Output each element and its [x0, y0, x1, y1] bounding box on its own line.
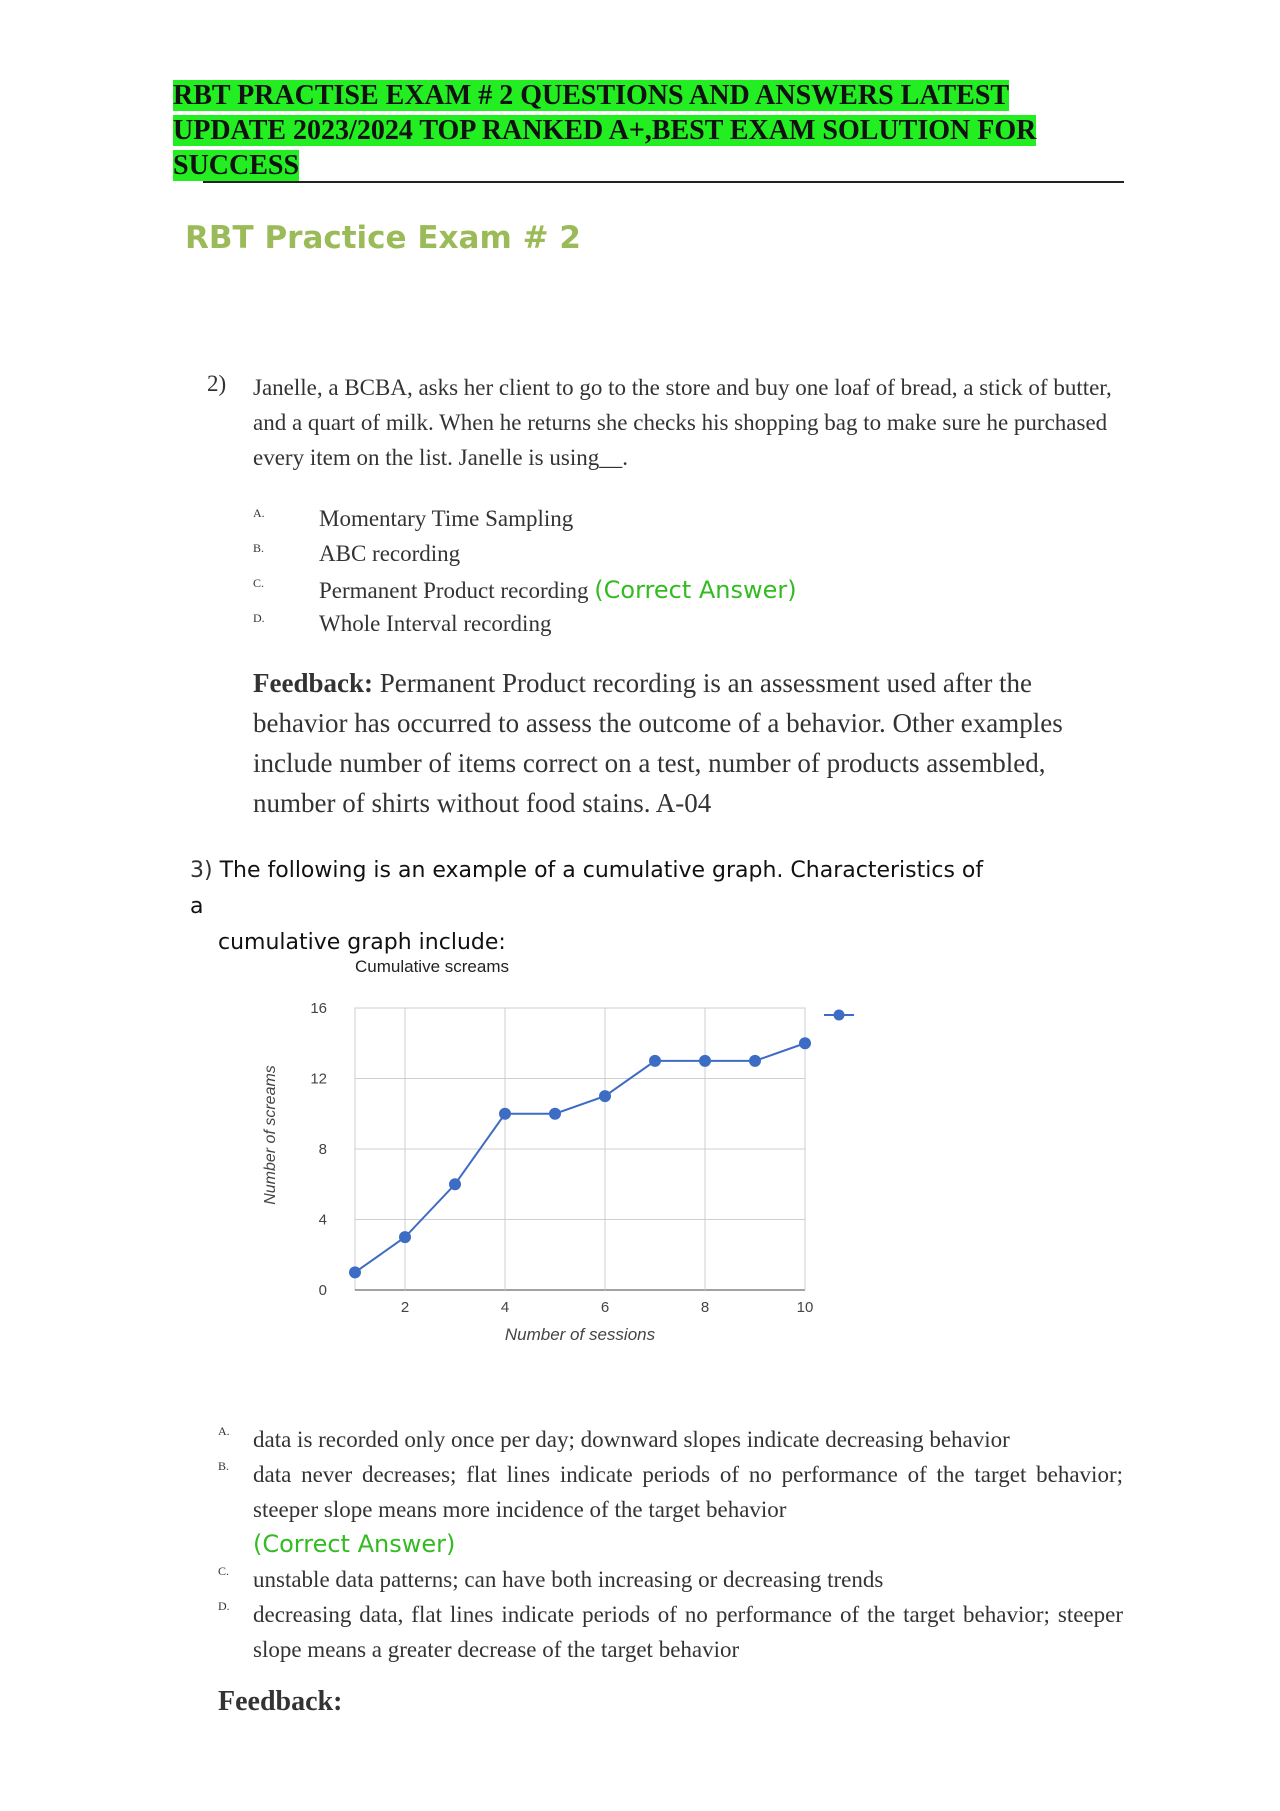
- option-letter: B.: [253, 541, 265, 555]
- option-text: Momentary Time Sampling: [319, 506, 574, 531]
- section-title: RBT Practice Exam # 2: [185, 220, 581, 256]
- chart-grid: [355, 1008, 805, 1290]
- option-letter: A.: [218, 1424, 230, 1438]
- chart-title: Cumulative screams: [355, 957, 509, 976]
- data-point: [549, 1108, 561, 1120]
- question-3-option-c: [218, 1562, 1123, 1597]
- data-point: [499, 1108, 511, 1120]
- x-tick-label: 2: [400, 1299, 410, 1316]
- chart-svg: [250, 950, 890, 1360]
- cumulative-graph: [250, 950, 890, 1360]
- y-tick-label: 0: [318, 1282, 327, 1299]
- data-point: [449, 1178, 461, 1190]
- x-axis-label: Number of sessions: [504, 1325, 656, 1344]
- legend-marker: [834, 1010, 845, 1021]
- data-point: [699, 1055, 711, 1067]
- data-point: [799, 1037, 811, 1049]
- question-3-option-a: [218, 1422, 1123, 1457]
- question-3-option-d: [218, 1597, 1123, 1667]
- data-point: [599, 1090, 611, 1102]
- series-points: [349, 1037, 811, 1278]
- data-point: [749, 1055, 761, 1067]
- option-text-line: [319, 576, 797, 604]
- y-tick-label: 4: [318, 1211, 327, 1229]
- option-letter: C.: [218, 1564, 230, 1578]
- option-letter: D.: [253, 611, 265, 625]
- x-tick-label: 4: [500, 1299, 510, 1316]
- x-tick-label: 8: [700, 1299, 710, 1316]
- x-tick-label: 10: [796, 1299, 814, 1316]
- option-text: decreasing data, flat lines indicate periods of no performance of the target behavior; steeper slope means a greater decrease of the target behavior: [253, 1602, 1123, 1662]
- y-tick-label: 16: [310, 1000, 327, 1017]
- header-divider: [203, 181, 1124, 183]
- question-3-line-2: cumulative graph include:: [218, 930, 506, 955]
- option-letter: D.: [218, 1599, 230, 1613]
- question-2-number: 2): [207, 371, 227, 396]
- data-point: [349, 1266, 361, 1278]
- option-text: Whole Interval recording: [319, 611, 552, 636]
- question-2-feedback: [253, 663, 1113, 823]
- header-title-highlight: RBT PRACTISE EXAM # 2 QUESTIONS AND ANSWERS LATEST UPDATE 2023/2024 TOP RANKED A+,BEST EXAM SOLUTION FOR SUCCESS: [173, 80, 1037, 181]
- y-tick-label: 12: [310, 1070, 327, 1088]
- document-header-title: [173, 78, 1123, 183]
- data-point: [649, 1055, 661, 1067]
- option-text: ABC recording: [319, 541, 461, 566]
- y-axis-label: Number of screams: [262, 1065, 279, 1205]
- option-text: data never decreases; flat lines indicate periods of no performance of the target behavior; steeper slope means more incidence of the target behavior: [253, 1462, 1123, 1522]
- question-3-text: [190, 853, 990, 961]
- question-3-option-b: [218, 1457, 1123, 1562]
- option-text: unstable data patterns; can have both increasing or decreasing trends: [253, 1567, 884, 1592]
- question-3-feedback-label: Feedback:: [218, 1686, 343, 1717]
- data-point: [399, 1231, 411, 1243]
- option-body: [253, 1457, 1123, 1562]
- option-letter: B.: [218, 1459, 230, 1473]
- option-text: data is recorded only once per day; downward slopes indicate decreasing behavior: [253, 1427, 1010, 1452]
- question-3-line-1: The following is an example of a cumulative graph. Characteristics of a: [190, 858, 984, 919]
- y-tick-label: 8: [318, 1141, 327, 1158]
- question-3-number: 3): [190, 858, 213, 883]
- question-2-text: Janelle, a BCBA, asks her client to go to the store and buy one loaf of bread, a stick of butter, and a quart of milk. When he returns she checks his shopping bag to make sure he purchased every item on the list. Janelle is using__.: [253, 375, 1112, 470]
- x-tick-label: 6: [600, 1299, 610, 1316]
- correct-answer-marker: (Correct Answer): [253, 1530, 456, 1558]
- correct-answer-marker: (Correct Answer): [594, 576, 797, 604]
- option-letter: A.: [253, 506, 265, 520]
- option-letter: C.: [253, 576, 265, 590]
- chart-legend: [824, 1010, 854, 1021]
- series-line: [355, 1043, 805, 1272]
- feedback-text: Permanent Product recording is an assessment used after the behavior has occurred to assess the outcome of a behavior. Other examples include number of items correct on a test, number of products assembled, number of shirts without food stains. A-04: [253, 668, 1063, 818]
- feedback-label: Feedback:: [253, 668, 373, 698]
- option-text: Permanent Product recording: [319, 578, 589, 603]
- chart-ticks: [310, 1000, 813, 1316]
